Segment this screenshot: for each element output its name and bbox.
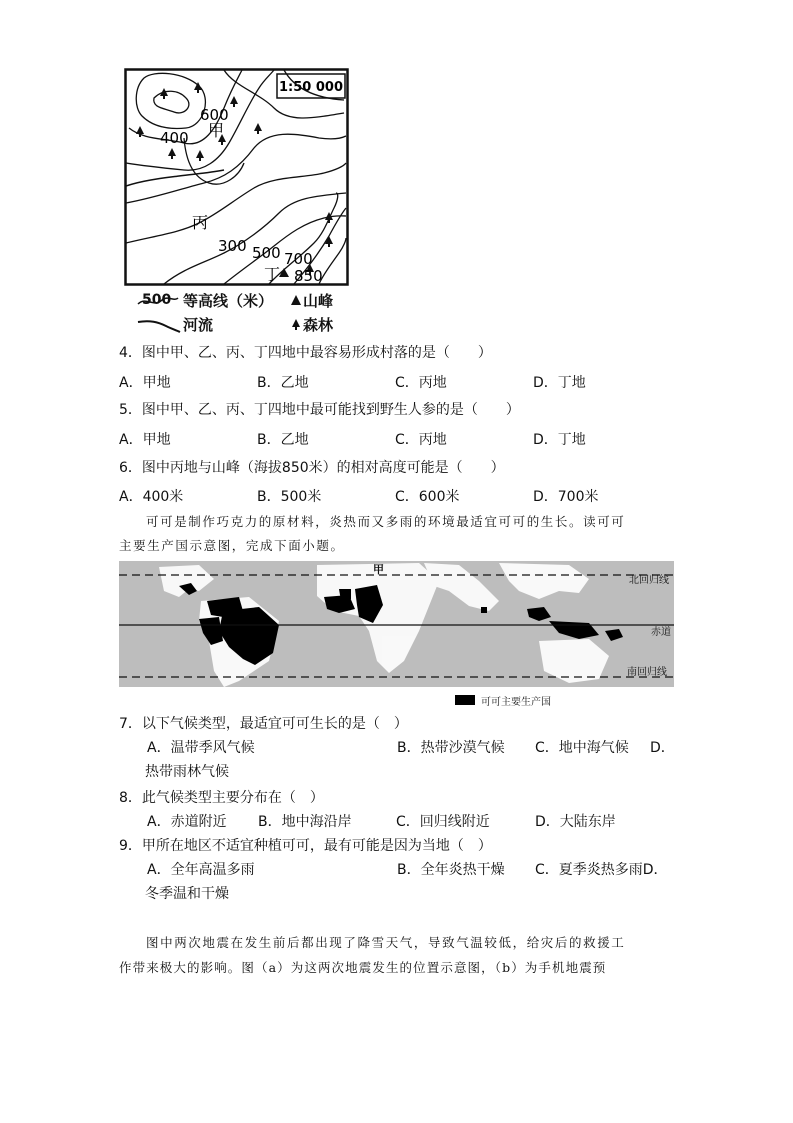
question-4-stem: 4．图中甲、乙、丙、丁四地中最容易形成村落的是（ ） xyxy=(119,345,492,361)
question-9-option-b: B．全年炎热干燥 xyxy=(397,862,505,878)
forest-legend-label: 森林 xyxy=(303,316,334,334)
tropic-north-label: 北回归线 xyxy=(629,575,669,586)
earthquake-intro-line-2: 作带来极大的影响。图（a）为这两次地震发生的位置示意图，（b）为手机地震预 xyxy=(119,960,607,975)
label-850: 850 xyxy=(294,267,323,285)
label-300: 300 xyxy=(218,237,247,255)
question-8-option-d: D．大陆东岸 xyxy=(535,814,616,830)
question-8-option-b: B．地中海沿岸 xyxy=(258,814,352,830)
question-9-option-a: A．全年高温多雨 xyxy=(147,862,255,878)
question-7-stem: 7．以下气候类型，最适宜可可生长的是（ ） xyxy=(119,716,408,732)
legend-swatch xyxy=(455,695,475,705)
earthquake-intro-line-1: 图中两次地震在发生前后都出现了降雪天气，导致气温较低，给灾后的救援工 xyxy=(146,935,626,950)
equator-label: 赤道 xyxy=(651,627,671,638)
question-8-option-c: C．回归线附近 xyxy=(396,814,490,830)
label-ding: 丁 xyxy=(264,265,281,284)
question-8-option-a: A．赤道附近 xyxy=(147,814,227,830)
question-5-option-b: B．乙地 xyxy=(257,432,309,448)
question-7-option-a: A．温带季风气候 xyxy=(147,740,255,756)
question-6-option-b: B．500米 xyxy=(257,489,322,505)
question-4-option-d: D．丁地 xyxy=(533,375,586,391)
contour-legend-label: 等高线（米） xyxy=(183,292,274,310)
country-sri-lanka xyxy=(481,607,487,613)
question-5-stem: 5．图中甲、乙、丙、丁四地中最可能找到野生人参的是（ ） xyxy=(119,402,520,418)
river-icon xyxy=(136,314,182,334)
peak-legend-label: 山峰 xyxy=(303,292,334,310)
peak-icon xyxy=(290,294,302,308)
question-4-option-b: B．乙地 xyxy=(257,375,309,391)
tropic-south-label: 南回归线 xyxy=(627,667,667,678)
cocoa-world-map xyxy=(119,561,674,687)
question-5-option-d: D．丁地 xyxy=(533,432,586,448)
question-5-option-a: A．甲地 xyxy=(119,432,171,448)
question-6-option-c: C．600米 xyxy=(395,489,460,505)
question-4-option-c: C．丙地 xyxy=(395,375,447,391)
question-7-option-d-text: 热带雨林气候 xyxy=(145,764,229,780)
question-6-stem: 6．图中丙地与山峰（海拔850米）的相对高度可能是（ ） xyxy=(119,460,505,476)
label-jia: 甲 xyxy=(208,121,225,140)
question-7-option-d-prefix: D． xyxy=(650,740,675,756)
label-bing: 丙 xyxy=(192,213,209,232)
question-9-option-c: C．夏季炎热多雨D． xyxy=(535,862,668,878)
country-ivory-coast xyxy=(339,589,351,601)
question-9-option-d-text: 冬季温和干燥 xyxy=(145,886,229,902)
label-600: 600 xyxy=(200,106,229,124)
question-4-option-a: A．甲地 xyxy=(119,375,171,391)
scale-text: 1:50 000 xyxy=(279,80,343,95)
river-legend-label: 河流 xyxy=(183,316,214,334)
cocoa-intro-line-1: 可可是制作巧克力的原材料，炎热而又多雨的环境最适宜可可的生长。读可可 xyxy=(146,514,626,529)
forest-icon xyxy=(290,318,302,332)
question-6-option-d: D．700米 xyxy=(533,489,599,505)
legend-label: 可可主要生产国 xyxy=(481,697,551,708)
question-7-option-c: C．地中海气候 xyxy=(535,740,629,756)
question-7-option-b: B．热带沙漠气候 xyxy=(397,740,505,756)
contour-sample-icon xyxy=(136,290,180,310)
contour-sample-value: 500 xyxy=(142,292,172,308)
label-500: 500 xyxy=(252,244,281,262)
question-8-stem: 8．此气候类型主要分布在（ ） xyxy=(119,790,324,806)
question-6-option-a: A．400米 xyxy=(119,489,184,505)
topo-legend xyxy=(136,288,376,336)
label-400: 400 xyxy=(160,129,189,147)
map-jia-label: 甲 xyxy=(373,563,384,576)
question-5-option-c: C．丙地 xyxy=(395,432,447,448)
cocoa-intro-line-2: 主要生产国示意图，完成下面小题。 xyxy=(119,538,345,553)
label-700: 700 xyxy=(284,250,313,268)
topographic-map xyxy=(124,68,349,286)
question-9-stem: 9．甲所在地区不适宜种植可可，最有可能是因为当地（ ） xyxy=(119,838,492,854)
